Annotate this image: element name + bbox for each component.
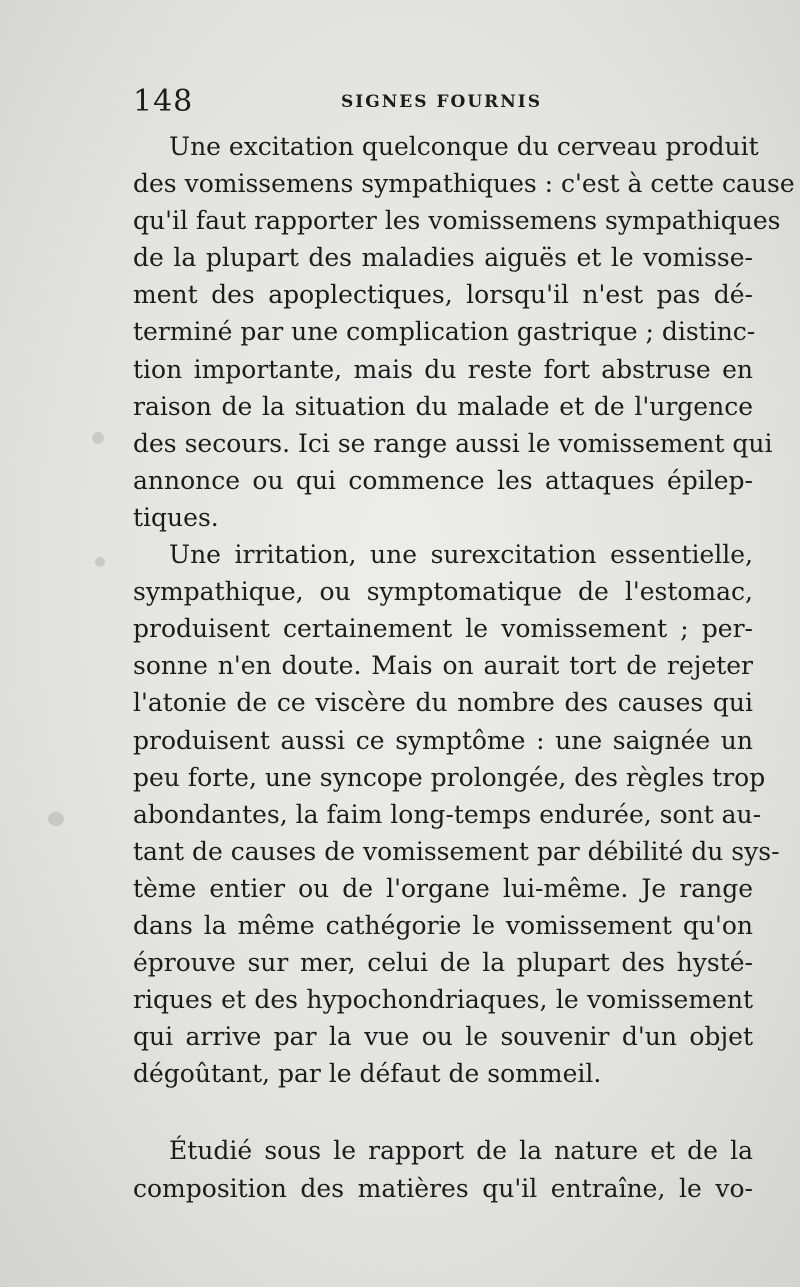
text-line: tème entier ou de l'organe lui-même. Je range	[133, 873, 753, 903]
text-line: sympathique, ou symptomatique de l'estomac,	[133, 577, 753, 607]
text-line: ment des apoplectiques, lorsqu'il n'est pas dé-	[133, 280, 753, 310]
paper-stain	[92, 432, 104, 444]
page-header	[133, 84, 753, 124]
text-line: Étudié sous le rapport de la nature et de la	[169, 1136, 753, 1166]
body-text	[133, 128, 795, 1207]
page-number: 148	[133, 84, 194, 119]
text-line: produisent aussi ce symptôme : une saignée un	[133, 725, 753, 755]
text-line: de la plupart des maladies aiguës et le vomisse-	[133, 243, 753, 273]
text-line: peu forte, une syncope prolongée, des règles trop	[133, 762, 766, 792]
paper-stain	[95, 557, 105, 567]
text-line: raison de la situation du malade et de l'urgence	[133, 391, 753, 421]
text-line: abondantes, la faim long-temps endurée, sont au-	[133, 799, 762, 829]
text-line: riques et des hypochondriaques, le vomissement	[133, 985, 753, 1015]
paragraph-2	[133, 536, 780, 1092]
text-line: l'atonie de ce viscère du nombre des causes qui	[133, 688, 753, 718]
text-line: dans la même cathégorie le vomissement qu'on	[133, 910, 753, 940]
paragraph-3	[133, 1132, 753, 1206]
text-line: produisent certainement le vomissement ; per-	[133, 614, 753, 644]
text-line: sonne n'en doute. Mais on aurait tort de rejeter	[133, 651, 753, 681]
text-line: des vomissemens sympathiques : c'est à cette cause	[133, 169, 795, 199]
text-line: Une excitation quelconque du cerveau produit	[169, 132, 759, 161]
paragraph-1	[133, 128, 795, 536]
paragraph-spacer	[133, 1092, 753, 1132]
text-line: composition des matières qu'il entraîne, le vo-	[133, 1173, 753, 1203]
text-line: Une irritation, une surexcitation essentielle,	[169, 540, 753, 570]
text-line: qu'il faut rapporter les vomissemens sympathiques	[133, 206, 781, 236]
text-line: qui arrive par la vue ou le souvenir d'un objet	[133, 1022, 753, 1052]
text-line: tant de causes de vomissement par débilité du sys-	[133, 836, 780, 866]
text-line: éprouve sur mer, celui de la plupart des hysté-	[133, 948, 753, 978]
text-line: tion importante, mais du reste fort abstruse en	[133, 354, 753, 384]
running-title: SIGNES FOURNIS	[341, 92, 543, 112]
text-line: tiques.	[133, 502, 219, 532]
text-line: terminé par une complication gastrique ; distinc-	[133, 317, 756, 347]
paper-stain	[48, 812, 64, 826]
text-line: annonce ou qui commence les attaques épilep-	[133, 465, 753, 495]
text-line: dégoûtant, par le défaut de sommeil.	[133, 1059, 602, 1089]
text-line: des secours. Ici se range aussi le vomissement qui	[133, 428, 773, 458]
